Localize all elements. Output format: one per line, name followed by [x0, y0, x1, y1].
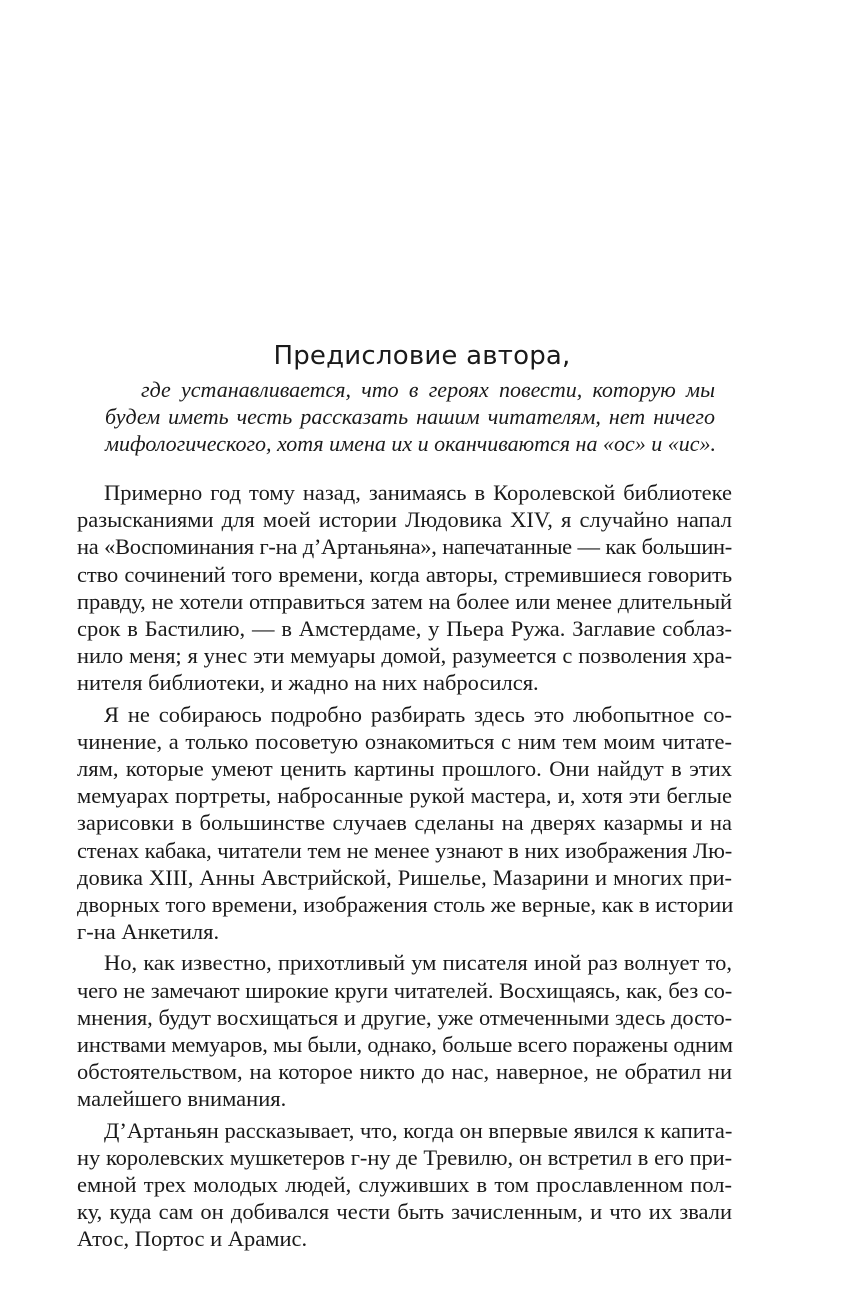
text-line: разысканиями для моей истории Людовика XIV, я случайно напал [77, 507, 732, 533]
text-line: зарисовки в большинстве случаев сделаны на дверях казармы и на [77, 810, 732, 836]
text-line: лям, которые умеют ценить картины прошлого. Они найдут в этих [77, 756, 732, 782]
text-line: г-на Анкетиля. [77, 919, 220, 945]
text-line: мемуарах портреты, набросанные рукой мастера, и, хотя эти беглые [77, 783, 732, 809]
text-line: довика XIII, Анны Австрийской, Ришелье, Мазарини и многих при- [77, 864, 732, 890]
text-line: Но, как известно, прихотливый ум писателя иной раз волнует то, [104, 950, 732, 976]
text-line: чего не замечают широкие круги читателей. Восхищаясь, как, без со- [77, 977, 732, 1003]
subtitle-line: будем иметь честь рассказать нашим читателям, нет ничего [105, 404, 715, 429]
text-line: обстоятельством, на которое никто до нас, наверное, не обратил ни [77, 1059, 732, 1085]
text-line: Д’Артаньян рассказывает, что, когда он впервые явился к капита- [104, 1117, 733, 1143]
text-line: Примерно год тому назад, занимаясь в Королевской библиотеке [104, 480, 732, 505]
paragraph [77, 949, 732, 1112]
text-line: инствами мемуаров, мы были, однако, больше всего поражены одним [77, 1032, 733, 1058]
text-line: чинение, а только посоветую ознакомиться с ним тем моим читате- [77, 728, 732, 754]
text-line: нило меня; я унес эти мемуары домой, разумеется с позволения хра- [77, 643, 732, 669]
text-line: дворных того времени, изображения столь же верные, как в истории [77, 892, 734, 918]
chapter-title: Предисловие автора, [273, 341, 571, 371]
subtitle-line: где устанавливается, что в героях повести, которую мы [141, 377, 715, 402]
text-line: Я не собираюсь подробно разбирать здесь это любопытное со- [104, 701, 732, 727]
text-line: нителя библиотеки, и жадно на них набросился. [77, 670, 539, 696]
text-line: ну королевских мушкетеров г-ну де Тревилю, он встретил в его при- [77, 1144, 732, 1170]
text-line: Атос, Портос и Арамис. [77, 1226, 308, 1252]
text-line: ку, куда сам он добивался чести быть зачисленным, и что их звали [77, 1199, 732, 1225]
subtitle-line: мифологического, хотя имена их и оканчиваются на «ос» и «ис». [105, 431, 717, 456]
text-line: мнения, будут восхищаться и другие, уже отмеченными здесь досто- [77, 1004, 732, 1030]
text-line: ство сочинений того времени, когда авторы, стремившиеся говорить [77, 561, 732, 587]
text-line: срок в Бастилию, — в Амстердаме, у Пьера Ружа. Заглавие соблаз- [77, 616, 732, 642]
text-line: стенах кабака, читатели тем не менее узнают в них изображения Лю- [77, 837, 732, 863]
text-line: правду, не хотели отправиться затем на более или менее длительный [77, 588, 732, 614]
chapter-subtitle [105, 376, 715, 457]
paragraph [77, 701, 732, 946]
text-line: емной трех молодых людей, служивших в том прославленном пол- [77, 1172, 732, 1198]
paragraph [77, 479, 732, 697]
text-line: малейшего внимания. [77, 1086, 287, 1112]
paragraph [77, 1117, 732, 1253]
text-line: на «Воспоминания г-на д’Артаньяна», напечатанные — как большин- [77, 534, 732, 560]
body-text [77, 479, 732, 1257]
